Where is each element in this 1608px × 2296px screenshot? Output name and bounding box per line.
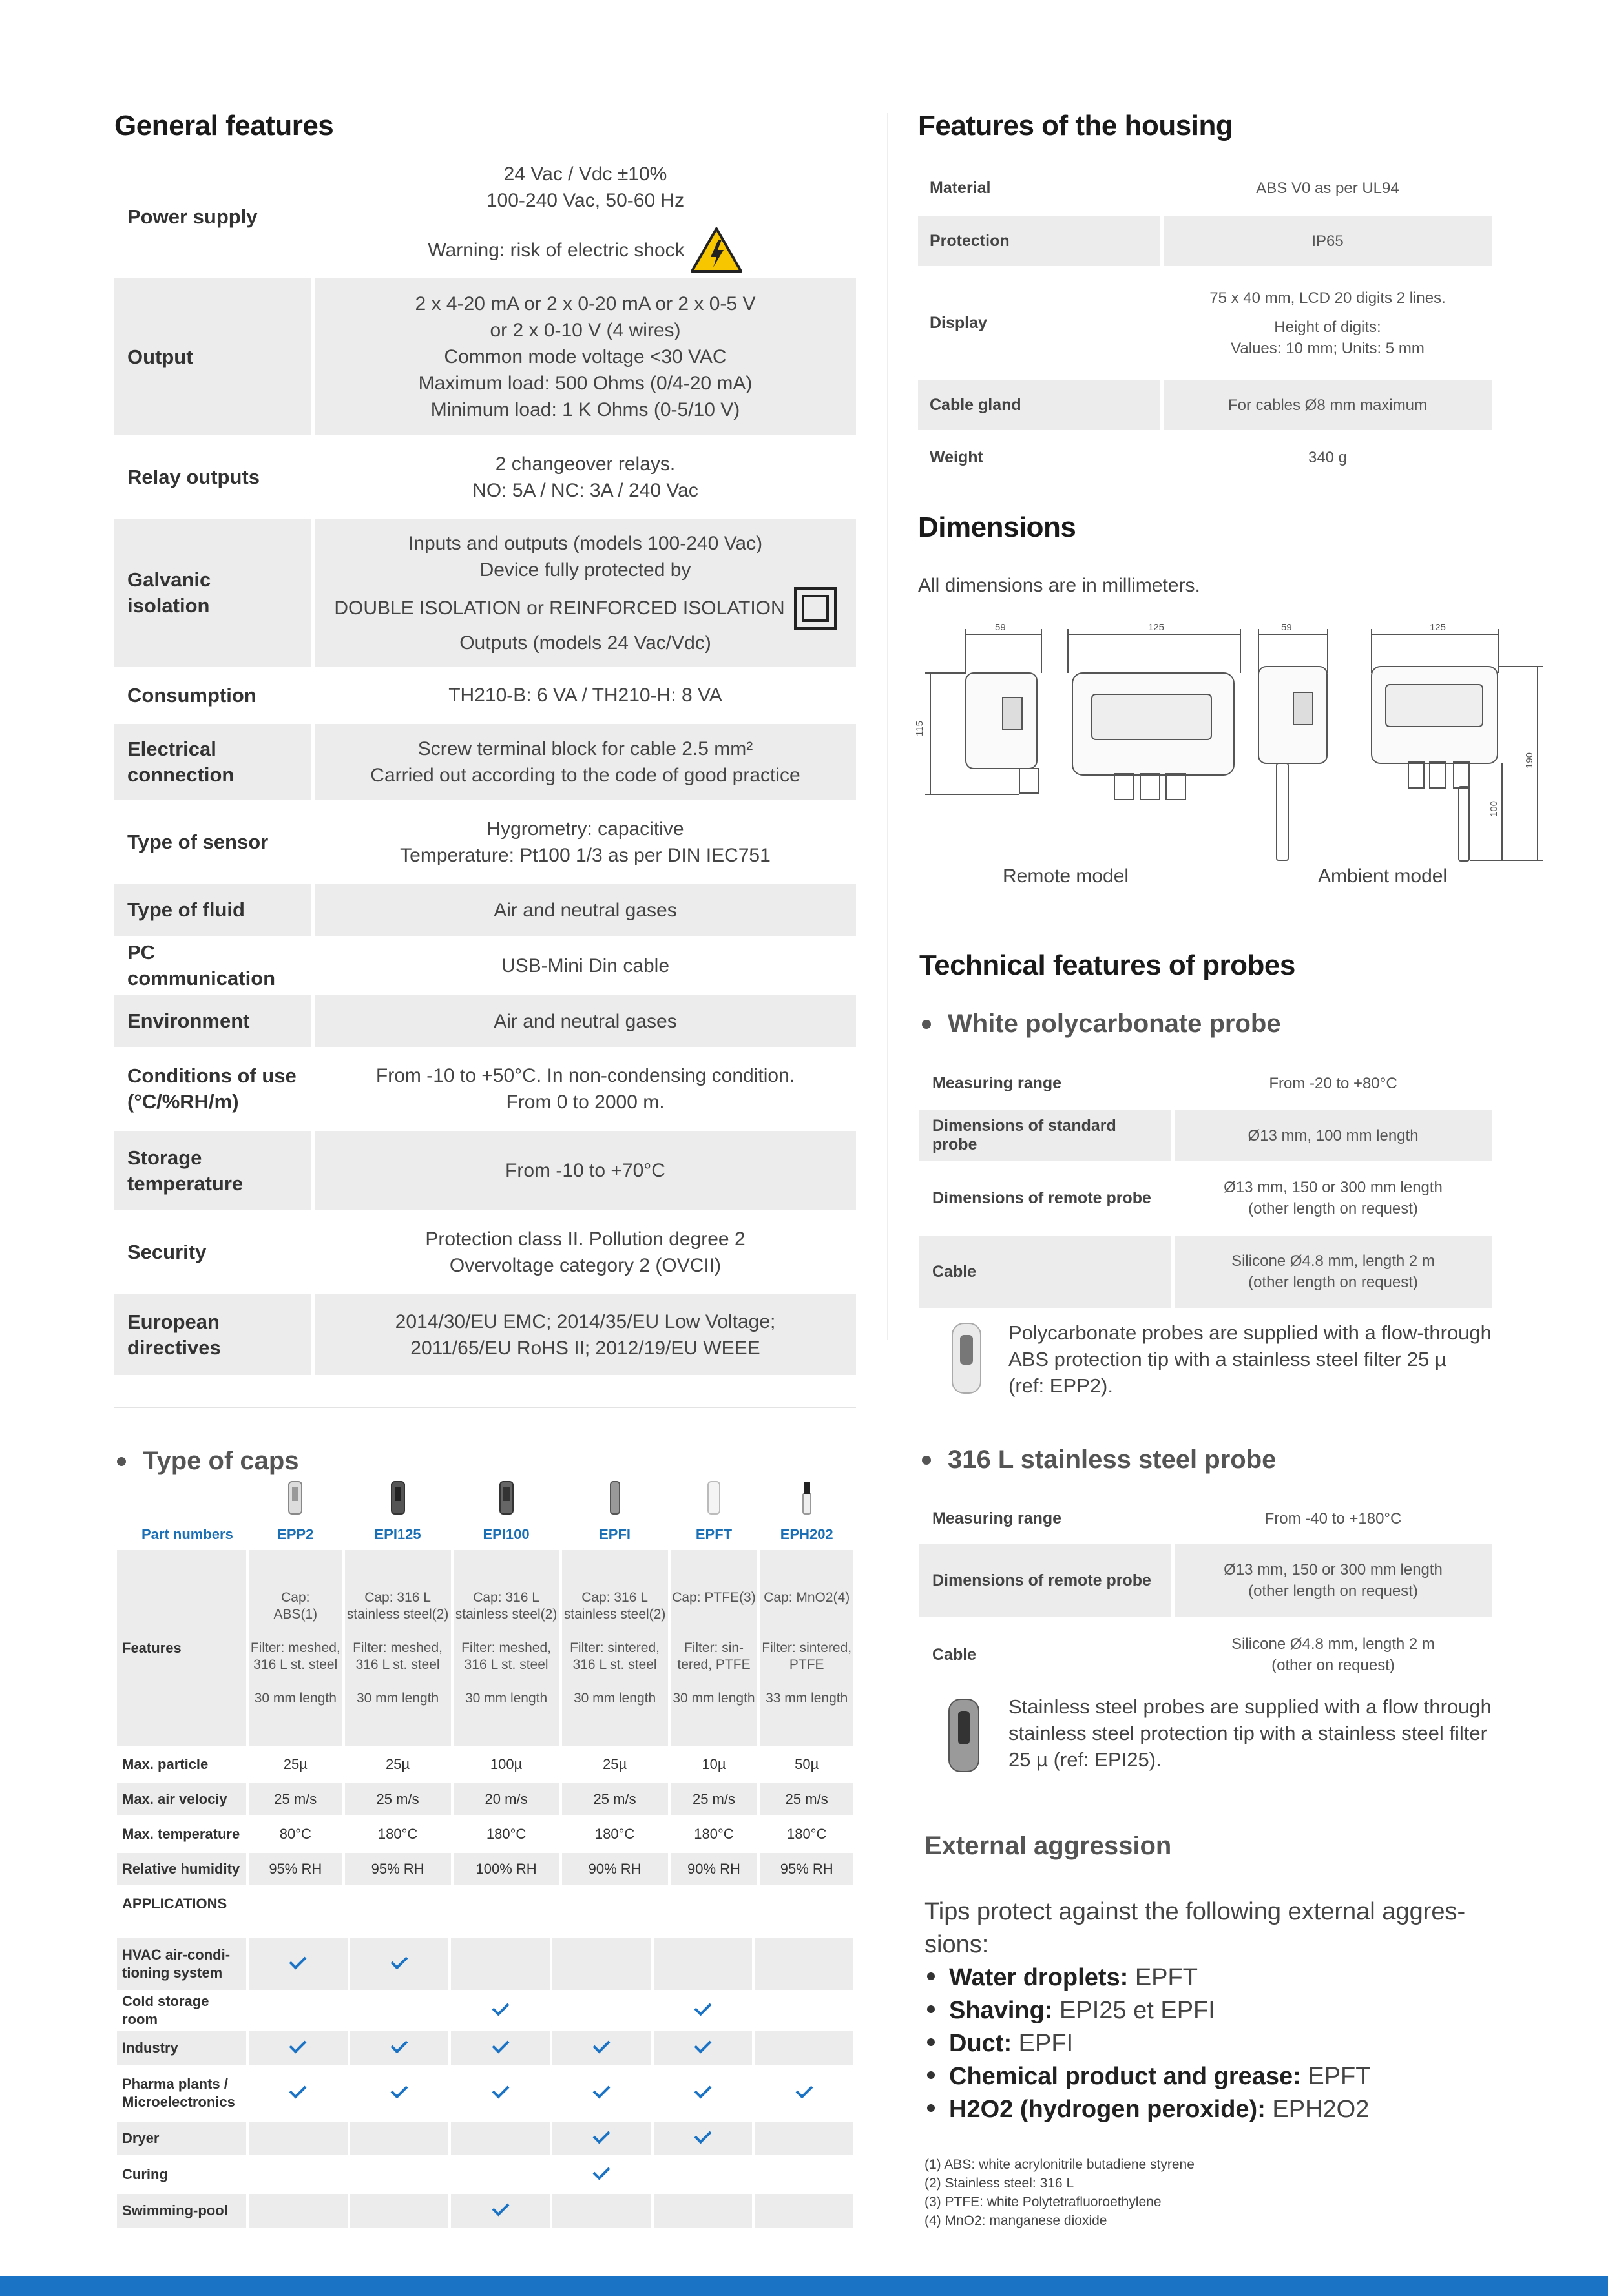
check-icon xyxy=(492,2036,509,2054)
feature-line: Cap: PTFE(3) xyxy=(672,1589,756,1605)
check-icon-cell xyxy=(755,2067,853,2119)
row-security: Security Protection class II. Pollution degree 2 Overvoltage category 2 (OVCII) xyxy=(127,1228,746,1276)
empty-cell xyxy=(755,2158,853,2191)
check-icon xyxy=(694,2127,712,2144)
empty-cell xyxy=(350,2158,449,2191)
empty-cell xyxy=(249,2158,348,2191)
check-icon xyxy=(593,2163,611,2180)
feature-line: Filter: sin- xyxy=(684,1640,744,1655)
white-probe-table xyxy=(919,1059,1492,1311)
feature-line: 30 mm length xyxy=(254,1690,337,1706)
empty-cell xyxy=(350,2122,449,2155)
check-icon-cell xyxy=(552,2067,651,2119)
feature-line: Cap: 316 L xyxy=(364,1589,431,1605)
feature-line xyxy=(454,1673,559,1690)
empty-cell xyxy=(755,2194,853,2228)
dim-label: 115 xyxy=(914,721,925,736)
steel-probe-title: 316 L stainless steel probe xyxy=(922,1445,1276,1474)
check-icon xyxy=(492,2082,509,2099)
check-icon xyxy=(593,2127,611,2144)
feature-line: Cap: 316 L xyxy=(473,1589,539,1605)
empty-cell xyxy=(249,2122,348,2155)
application-row xyxy=(117,1992,853,2029)
dim-label: 59 xyxy=(995,622,1006,633)
dim-label: 125 xyxy=(1430,622,1446,633)
row-relay-outputs: Relay outputs 2 changeover relays. NO: 5A / NC: 3A / 240 Vac xyxy=(127,453,698,501)
empty-cell xyxy=(451,2158,550,2191)
check-icon xyxy=(492,2199,509,2217)
application-row xyxy=(117,2031,853,2065)
caps-title: Type of caps xyxy=(117,1447,299,1476)
check-icon-cell xyxy=(350,2067,449,2119)
steel-probe-table xyxy=(919,1496,1492,1693)
steel-probe-row: Measuring range From -40 to +180°C xyxy=(932,1509,1402,1527)
check-icon-cell xyxy=(249,2031,348,2065)
feature-line xyxy=(562,1673,668,1690)
check-icon-cell xyxy=(654,2031,753,2065)
row-power-supply xyxy=(114,160,856,274)
empty-cell xyxy=(249,2194,348,2228)
ambient-model-label: Ambient model xyxy=(1318,865,1448,887)
feature-cell xyxy=(562,1550,668,1746)
white-probe-row: Measuring range From -20 to +80°C xyxy=(932,1073,1397,1092)
check-icon xyxy=(694,2082,712,2099)
electric-shock-warning-icon xyxy=(690,227,743,273)
empty-cell xyxy=(451,2122,550,2155)
feature-line xyxy=(760,1623,853,1640)
row-type-of-sensor: Type of sensor Hygrometry: capacitive Temperature: Pt100 1/3 as per DIN IEC751 xyxy=(127,818,771,866)
feature-line xyxy=(760,1673,853,1690)
cap-image-epfi xyxy=(562,1480,668,1519)
row-galvanic-isolation: Galvanic isolation Inputs and outputs (models 100-240 Vac) Device fully protected by DOUBLE ISOLATION or REINFORCED ISOLATION Outputs (models 24 Vac/Vdc) xyxy=(114,519,856,667)
feature-line: tered, PTFE xyxy=(677,1657,751,1672)
feature-line xyxy=(671,1623,758,1640)
feature-line: 316 L st. steel xyxy=(464,1657,548,1672)
application-label: Curing xyxy=(122,2166,168,2182)
empty-cell xyxy=(350,1992,449,2029)
feature-line: 30 mm length xyxy=(465,1690,548,1706)
steel-probe-note: Stainless steel probes are supplied with a flow through stainless steel protection tip with a stainless steel filter 25 µ (ref: EPI25). xyxy=(1008,1695,1492,1771)
feature-cell xyxy=(760,1550,853,1746)
feature-line: Cap: xyxy=(281,1589,310,1605)
row-storage-temperature: Storage temperature From -10 to +70°C xyxy=(114,1131,856,1210)
steel-probe-row: Cable Silicone Ø4.8 mm, length 2 m (other on request) xyxy=(932,1635,1435,1674)
empty-cell xyxy=(755,2031,853,2065)
row-electrical-connection: Electrical connection Screw terminal block for cable 2.5 mm² Carried out according to the code of good practice xyxy=(114,724,856,800)
feature-line: 30 mm length xyxy=(673,1690,755,1706)
feature-line: 33 mm length xyxy=(766,1690,848,1706)
part-numbers-row: Part numbers EPP2 EPI125 EPI100 EPFI EPFT EPH202 xyxy=(141,1526,833,1542)
check-icon xyxy=(391,2036,408,2054)
check-icon xyxy=(391,1952,408,1970)
dim-label: 59 xyxy=(1281,622,1292,633)
application-label: Dryer xyxy=(117,2122,246,2155)
applications-table xyxy=(114,1936,856,2230)
aggression-title: External aggression xyxy=(924,1832,1172,1860)
spec-row: Relative humidity 95% RH 95% RH 100% RH 90% RH 90% RH 95% RH xyxy=(117,1853,853,1885)
application-row xyxy=(117,2067,853,2119)
spec-row: Max. air velociy 25 m/s 25 m/s 20 m/s 25 m/s 25 m/s 25 m/s xyxy=(117,1783,853,1815)
cap-image-epi125 xyxy=(345,1480,451,1519)
feature-line xyxy=(249,1673,342,1690)
dimensions-note: All dimensions are in millimeters. xyxy=(918,575,1200,596)
aggression-item: H2O2 (hydrogen peroxide): EPH2O2 xyxy=(924,2093,1465,2126)
feature-cell xyxy=(249,1550,342,1746)
check-icon-cell xyxy=(552,2122,651,2155)
feature-line: stainless steel(2) xyxy=(563,1606,666,1622)
dimensions-title: Dimensions xyxy=(918,512,1076,543)
feature-line xyxy=(760,1606,853,1623)
check-icon xyxy=(391,2082,408,2099)
cap-image-epp2 xyxy=(249,1480,342,1519)
application-label: Pharma plants / Microelectronics xyxy=(122,2076,235,2110)
cap-image-eph202 xyxy=(760,1480,853,1519)
feature-line: 316 L st. steel xyxy=(572,1657,657,1672)
general-features-table xyxy=(114,160,856,1379)
white-probe-row: Dimensions of remote probe Ø13 mm, 150 or 300 mm length (other length on request) xyxy=(932,1179,1443,1217)
dim-label: 125 xyxy=(1148,622,1165,633)
check-icon-cell xyxy=(451,2067,550,2119)
feature-line xyxy=(562,1623,668,1640)
caps-table xyxy=(114,1478,856,1923)
check-icon xyxy=(593,2082,611,2099)
feature-cell xyxy=(671,1550,758,1746)
steel-probe-row: Dimensions of remote probe Ø13 mm, 150 or 300 mm length (other length on request) xyxy=(919,1544,1492,1617)
feature-line xyxy=(345,1623,451,1640)
dim-label: 100 xyxy=(1488,800,1499,817)
application-label: HVAC air-condi-tioning system xyxy=(117,1938,246,1990)
check-icon xyxy=(289,2036,307,2054)
feature-line: Filter: sintered, xyxy=(762,1640,852,1655)
aggression-item: Chemical product and grease: EPFT xyxy=(924,2060,1465,2093)
empty-cell xyxy=(249,1992,348,2029)
empty-cell xyxy=(654,1938,753,1990)
check-icon xyxy=(593,2036,611,2054)
dim-label: 190 xyxy=(1524,752,1535,769)
feature-line: PTFE xyxy=(789,1657,824,1672)
housing-row-display: Display 75 x 40 mm, LCD 20 digits 2 lines. Height of digits: Values: 10 mm; Units: 5 mm xyxy=(930,289,1446,357)
double-isolation-icon xyxy=(794,587,837,630)
feature-line: 316 L st. steel xyxy=(253,1657,338,1672)
divider xyxy=(114,1407,856,1408)
aggression-item: Shaving: EPI25 et EPFI xyxy=(924,1994,1465,2027)
feature-line xyxy=(671,1673,758,1690)
white-probe-note: Polycarbonate probes are supplied with a flow-through ABS protection tip with a stainless steel filter 25 µ (ref: EPP2). xyxy=(1008,1321,1492,1397)
feature-line: Cap: 316 L xyxy=(581,1589,648,1605)
application-label: Cold storage room xyxy=(122,1993,209,2027)
feature-line: Cap: MnO2(4) xyxy=(764,1589,850,1605)
row-label: Power supply xyxy=(127,205,258,228)
row-environment: Environment Air and neutral gases xyxy=(114,995,856,1047)
check-icon-cell xyxy=(451,1992,550,2029)
feature-line xyxy=(249,1623,342,1640)
check-icon-cell xyxy=(350,1938,449,1990)
applications-header-row: APPLICATIONS xyxy=(122,1896,227,1912)
probes-title: Technical features of probes xyxy=(919,949,1295,981)
check-icon xyxy=(289,1952,307,1970)
footnotes: (1) ABS: white acrylonitrile butadiene styrene (2) Stainless steel: 316 L (3) PTFE: white Polytetrafluoroethylene (4) MnO2: manganese dioxide xyxy=(924,2157,1195,2228)
check-icon-cell xyxy=(552,2158,651,2191)
empty-cell xyxy=(755,1938,853,1990)
check-icon-cell xyxy=(654,1992,753,2029)
aggression-item: Duct: EPFI xyxy=(924,2027,1465,2060)
feature-line: 30 mm length xyxy=(573,1690,656,1706)
housing-table xyxy=(918,164,1492,485)
features-row: Features Cap: ABS(1) Filter: meshed, 316 L st. steel 30 mm length Cap: 316 L stainless steel(2) Filter: meshed, 316 L st. steel 30 mm length Cap: 316 L stainless steel(2) Filter: meshed, 316 L st. steel 30 mm length Cap: 316 L stainless steel(2) Filter: sintered, 316 L st. steel 30 mm length Cap: PTFE(3) Filter: sin- tered, PTFE 30 mm length Cap: MnO2(4) Filter: sintered, PTFE 33 mm length xyxy=(117,1550,853,1746)
check-icon-cell xyxy=(451,2031,550,2065)
feature-cell xyxy=(454,1550,559,1746)
housing-title: Features of the housing xyxy=(918,110,1233,141)
feature-line xyxy=(345,1673,451,1690)
bottom-bar xyxy=(0,2276,1608,2296)
cap-images-row xyxy=(117,1480,853,1519)
check-icon-cell xyxy=(249,1938,348,1990)
white-probe-title: White polycarbonate probe xyxy=(922,1009,1281,1039)
empty-cell xyxy=(552,1938,651,1990)
row-pc-communication: PC communication USB-Mini Din cable xyxy=(127,941,670,989)
application-label: Swimming-pool xyxy=(117,2194,246,2228)
white-probe-row: Dimensions of standard probe Ø13 mm, 100 mm length xyxy=(919,1110,1492,1161)
check-icon xyxy=(694,2036,712,2054)
housing-row-weight: Weight 340 g xyxy=(930,448,1348,466)
feature-line: Filter: sintered, xyxy=(570,1640,660,1655)
application-row xyxy=(117,2122,853,2155)
stainless-probe-image xyxy=(945,1695,984,1776)
white-probe-row: Cable Silicone Ø4.8 mm, length 2 m (other length on request) xyxy=(919,1236,1492,1308)
cap-image-epft xyxy=(671,1480,758,1519)
feature-line xyxy=(671,1606,758,1623)
row-value: 24 Vac / Vdc ±10% 100-240 Vac, 50-60 Hz Warning: risk of electric shock xyxy=(315,160,856,274)
feature-line: stainless steel(2) xyxy=(455,1606,558,1622)
empty-cell xyxy=(552,2194,651,2228)
polycarbonate-probe-image xyxy=(948,1319,985,1397)
cap-image-epi100 xyxy=(454,1480,559,1519)
application-row xyxy=(117,2194,853,2228)
spec-row: Max. particle 25µ 25µ 100µ 25µ 10µ 50µ xyxy=(122,1756,819,1772)
dimensions-drawing xyxy=(914,620,1551,872)
application-label: Industry xyxy=(117,2031,246,2065)
check-icon-cell xyxy=(654,2067,753,2119)
empty-cell xyxy=(451,1938,550,1990)
housing-row-cable-gland: Cable gland For cables Ø8 mm maximum xyxy=(918,380,1492,430)
remote-model-label: Remote model xyxy=(1003,865,1129,887)
application-row xyxy=(117,2158,853,2191)
check-icon-cell xyxy=(654,2122,753,2155)
row-type-of-fluid: Type of fluid Air and neutral gases xyxy=(114,884,856,936)
feature-line: 316 L st. steel xyxy=(355,1657,440,1672)
feature-cell xyxy=(345,1550,451,1746)
housing-row-protection: Protection IP65 xyxy=(918,216,1492,266)
check-icon-cell xyxy=(249,2067,348,2119)
feature-line: 30 mm length xyxy=(356,1690,439,1706)
row-output: Output 2 x 4-20 mA or 2 x 0-20 mA or 2 x 0-5 V or 2 x 0-10 V (4 wires) Common mode voltage <30 VAC Maximum load: 500 Ohms (0/4-20 mA) Minimum load: 1 K Ohms (0-5/10 V) xyxy=(114,278,856,435)
aggression-list: Tips protect against the following external aggres- sions: Water droplets: EPFT Shaving: EPI25 et EPFI Duct: EPFI Chemical product and grease: EPFT H2O2 (hydrogen peroxide): EPH2O2 xyxy=(924,1896,1465,2126)
aggression-item: Water droplets: EPFT xyxy=(924,1961,1465,1994)
feature-line: Filter: meshed, xyxy=(353,1640,443,1655)
row-european-directives: European directives 2014/30/EU EMC; 2014/35/EU Low Voltage; 2011/65/EU RoHS II; 2012/19/EU WEEE xyxy=(114,1294,856,1375)
spec-row: Max. temperature 80°C 180°C 180°C 180°C 180°C 180°C xyxy=(122,1826,827,1842)
feature-line: stainless steel(2) xyxy=(346,1606,449,1622)
feature-line: Filter: meshed, xyxy=(461,1640,551,1655)
general-title: General features xyxy=(114,110,334,141)
empty-cell xyxy=(552,1992,651,2029)
check-icon xyxy=(795,2082,813,2099)
check-icon xyxy=(289,2082,307,2099)
empty-cell xyxy=(654,2194,753,2228)
feature-line: ABS(1) xyxy=(273,1606,318,1622)
check-icon-cell xyxy=(350,2031,449,2065)
row-conditions-of-use: Conditions of use (°C/%RH/m) From -10 to +50°C. In non-condensing condition. From 0 to 2000 m. xyxy=(127,1064,795,1113)
check-icon-cell xyxy=(552,2031,651,2065)
check-icon xyxy=(492,1999,509,2016)
empty-cell xyxy=(755,1992,853,2029)
empty-cell xyxy=(755,2122,853,2155)
feature-line: Filter: meshed, xyxy=(250,1640,340,1655)
housing-row-material: Material ABS V0 as per UL94 xyxy=(930,179,1399,197)
row-consumption: Consumption TH210-B: 6 VA / TH210-H: 8 VA xyxy=(127,683,722,707)
feature-line xyxy=(454,1623,559,1640)
application-row xyxy=(117,1938,853,1990)
check-icon-cell xyxy=(451,2194,550,2228)
empty-cell xyxy=(654,2158,753,2191)
column-divider xyxy=(887,113,888,1340)
check-icon xyxy=(694,1999,712,2016)
empty-cell xyxy=(350,2194,449,2228)
